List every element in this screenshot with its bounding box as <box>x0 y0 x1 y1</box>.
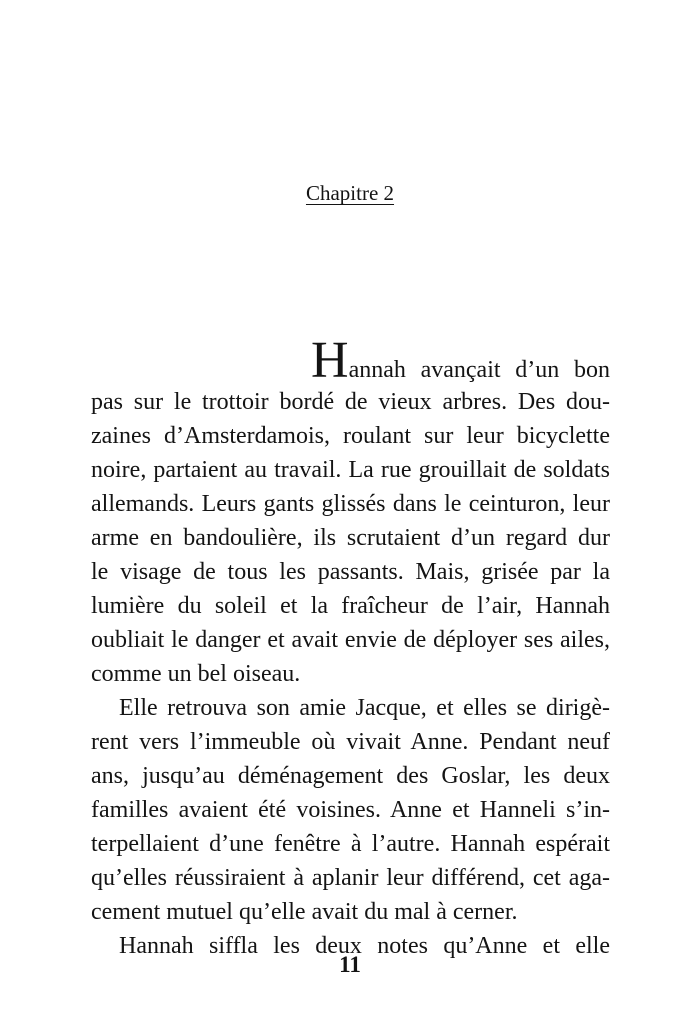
text-line: Elle retrouva son amie Jacque, et elles se dirigè- <box>119 695 610 721</box>
paragraph <box>91 691 610 929</box>
text-line: arme en bandoulière, ils scrutaient d’un regard dur <box>91 525 610 551</box>
paragraph-first-line <box>91 332 610 389</box>
chapter-title-text: Chapitre 2 <box>305 181 395 205</box>
text-line: allemands. Leurs gants glissés dans le ceinturon, leur <box>91 491 610 517</box>
body-text <box>91 332 610 963</box>
text-line: cement mutuel qu’elle avait du mal à cerner. <box>91 899 518 925</box>
page-number: 11 <box>339 952 361 977</box>
text-line: noire, partaient au travail. La rue grouillait de soldats <box>91 457 610 483</box>
paragraph <box>91 332 610 691</box>
text-line: Hannah siffla les deux notes qu’Anne et elle <box>119 933 610 959</box>
first-line-text: annah avançait d’un bon <box>348 357 610 383</box>
text-line: rent vers l’immeuble où vivait Anne. Pendant neuf <box>91 729 610 755</box>
chapter-title <box>0 178 700 208</box>
text-line: qu’elles réussiraient à aplanir leur différend, cet aga- <box>91 865 610 891</box>
text-line: pas sur le trottoir bordé de vieux arbres. Des dou- <box>91 389 610 415</box>
text-line: oubliait le danger et avait envie de déployer ses ailes, <box>91 627 610 653</box>
drop-cap: H <box>311 332 349 389</box>
text-line: comme un bel oiseau. <box>91 661 301 687</box>
text-line: terpellaient d’une fenêtre à l’autre. Hannah espérait <box>91 831 610 857</box>
text-line: lumière du soleil et la fraîcheur de l’air, Hannah <box>91 593 610 619</box>
text-line: familles avaient été voisines. Anne et Hanneli s’in- <box>91 797 610 823</box>
text-line: zaines d’Amsterdamois, roulant sur leur bicyclette <box>91 423 610 449</box>
text-line: ans, jusqu’au déménagement des Goslar, les deux <box>91 763 610 789</box>
text-line: le visage de tous les passants. Mais, grisée par la <box>91 559 610 585</box>
